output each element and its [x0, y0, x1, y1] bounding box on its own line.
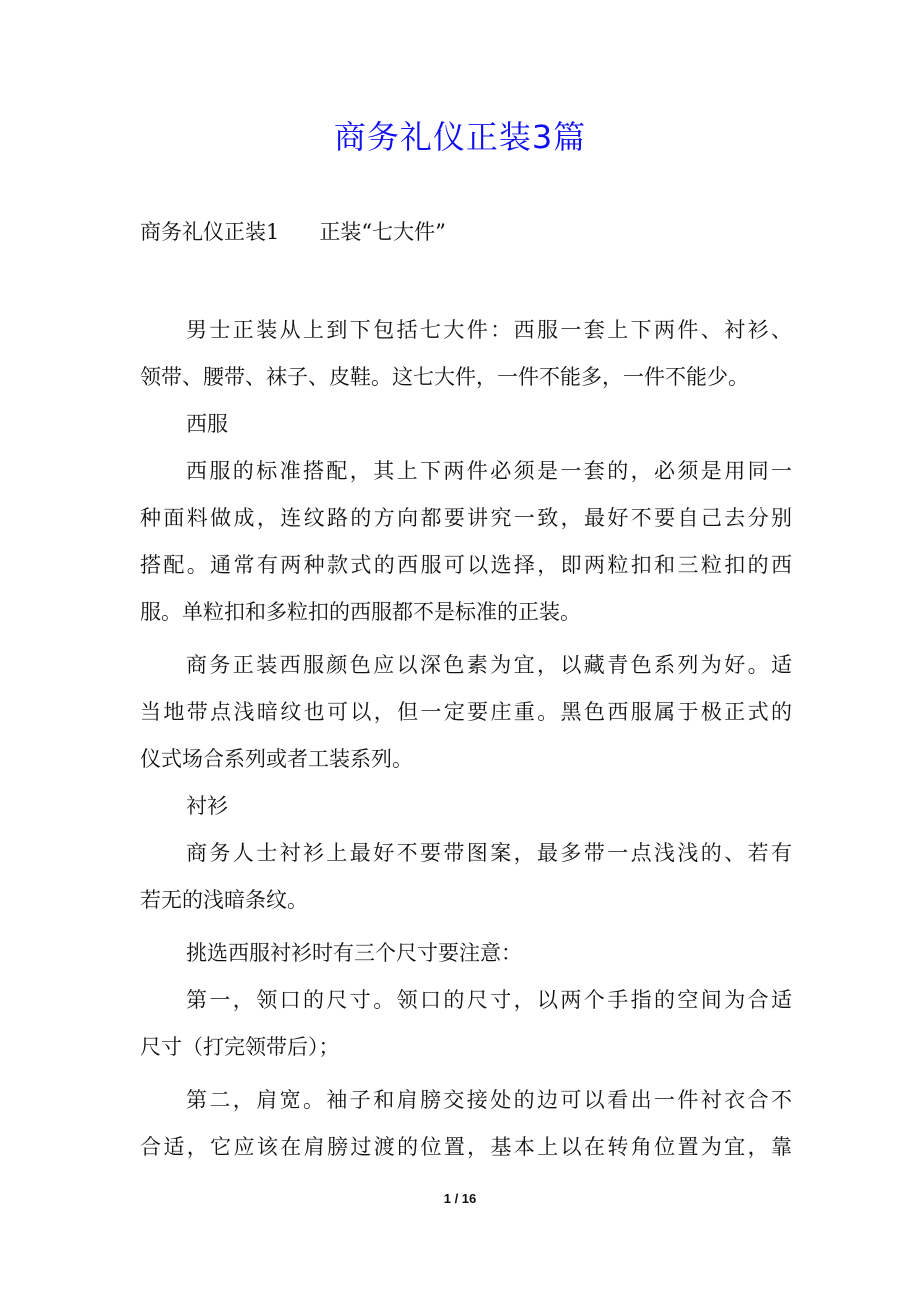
text-line: 西服 [186, 412, 228, 436]
section-heading: 商务礼仪正装1 正装“七大件” [140, 220, 446, 244]
text-line: 男士正装从上到下包括七大件：西服一套上下两件、衬衫、 [186, 318, 792, 342]
document-title: 商务礼仪正装3篇 [333, 118, 587, 156]
text-line: 尺寸（打完领带后）； [140, 1035, 340, 1059]
text-line: 商务正装西服颜色应以深色素为宜，以藏青色系列为好。适 [186, 653, 792, 677]
text-line: 当地带点浅暗纹也可以，但一定要庄重。黑色西服属于极正式的 [140, 700, 792, 724]
text-line: 第一，领口的尺寸。领口的尺寸，以两个手指的空间为合适 [186, 988, 792, 1012]
text-line: 商务人士衬衫上最好不要带图案，最多带一点浅浅的、若有 [186, 841, 792, 865]
text-line: 领带、腰带、袜子、皮鞋。这七大件，一件不能多，一件不能少。 [140, 365, 749, 389]
text-line: 西服的标准搭配，其上下两件必须是一套的，必须是用同一 [186, 459, 792, 483]
text-line: 若无的浅暗条纹。 [140, 888, 308, 912]
text-line: 挑选西服衬衫时有三个尺寸要注意： [186, 941, 522, 965]
text-line: 种面料做成，连纹路的方向都要讲究一致，最好不要自己去分别 [140, 506, 792, 530]
text-line: 服。单粒扣和多粒扣的西服都不是标准的正装。 [140, 600, 581, 624]
text-line: 搭配。通常有两种款式的西服可以选择，即两粒扣和三粒扣的西 [140, 553, 792, 577]
text-line: 第二，肩宽。袖子和肩膀交接处的边可以看出一件衬衣合不 [186, 1088, 792, 1112]
document-body [140, 307, 792, 1171]
page-number: 1 / 16 [443, 1191, 477, 1206]
text-line: 仪式场合系列或者工装系列。 [140, 747, 413, 771]
text-line: 合适，它应该在肩膀过渡的位置，基本上以在转角位置为宜，靠 [140, 1135, 792, 1159]
text-line: 衬衫 [186, 794, 228, 818]
